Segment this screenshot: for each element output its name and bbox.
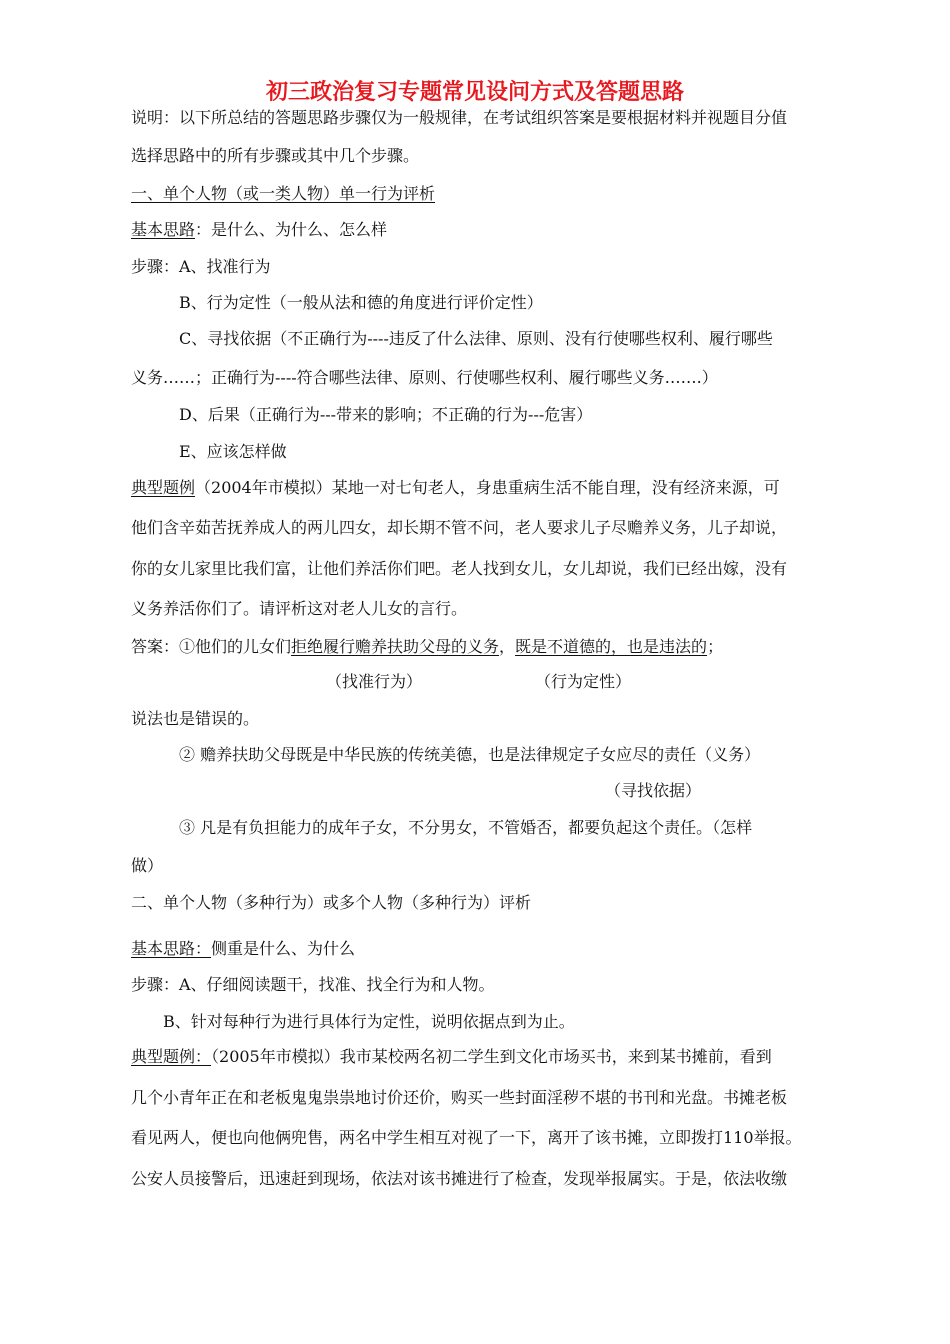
sec1-example-text-1: （2004年市模拟）某地一对七旬老人，身患重病生活不能自理，没有经济来源，可 bbox=[195, 478, 780, 497]
sec2-basic-label: 基本思路： bbox=[131, 939, 212, 958]
sec1-answer-point-2: ② 赡养扶助父母既是中华民族的传统美德，也是法律规定子女应尽的责任（义务） bbox=[179, 745, 761, 764]
sec2-example-line-4: 公安人员接警后，迅速赶到现场，依法对该书摊进行了检查，发现举报属实。于是，依法收缴 bbox=[131, 1169, 788, 1188]
sec1-example-line-4: 义务养活你们了。请评析这对老人儿女的言行。 bbox=[131, 599, 468, 618]
annotation-find-basis: （寻找依据） bbox=[605, 781, 702, 800]
sec1-step-b: B、行为定性（一般从法和德的角度进行评价定性） bbox=[179, 293, 543, 312]
annotation-behavior-nature: （行为定性） bbox=[535, 672, 632, 691]
section-1-heading: 一、单个人物（或一类人物）单一行为评析 bbox=[131, 184, 436, 203]
intro-line-2: 选择思路中的所有步骤或其中几个步骤。 bbox=[131, 146, 420, 165]
answer-semicolon: ； bbox=[707, 637, 724, 656]
annotation-find-behavior: （找准行为） bbox=[326, 672, 423, 691]
section-2-heading: 二、单个人物（多种行为）或多个人物（多种行为）评析 bbox=[131, 893, 532, 912]
sec1-answer-point-3: ③ 凡是有负担能力的成年子女，不分男女，不管婚否，都要负起这个责任。（怎样 bbox=[179, 818, 753, 837]
sec2-step-a: 步骤：A、仔细阅读题干，找准、找全行为和人物。 bbox=[131, 975, 495, 994]
sec1-example-label: 典型题例 bbox=[131, 478, 196, 497]
sec1-example-line-1 bbox=[131, 477, 780, 499]
sec1-answer-line-2: 说法也是错误的。 bbox=[131, 709, 260, 728]
sec2-example-text-1: （2005年市模拟）我市某校两名初二学生到文化市场买书，来到某书摊前，看到 bbox=[211, 1047, 772, 1066]
sec1-step-c-line-1: C、寻找依据（不正确行为----违反了什么法律、原则、没有行使哪些权利、履行哪些 bbox=[179, 329, 773, 348]
answer-comma: ， bbox=[499, 637, 516, 656]
sec2-example-line-1 bbox=[131, 1046, 772, 1068]
sec1-step-a: 步骤：A、找准行为 bbox=[131, 257, 271, 276]
sec1-step-e: E、应该怎样做 bbox=[179, 442, 287, 461]
sec2-example-line-2: 几个小青年正在和老板鬼鬼祟祟地讨价还价，购买一些封面淫秽不堪的书刊和光盘。书摊老板 bbox=[131, 1088, 788, 1107]
sec1-answer-line-1 bbox=[131, 636, 723, 658]
sec1-example-line-2: 他们含辛茹苦抚养成人的两儿四女，却长期不管不问，老人要求儿子尽赡养义务，儿子却说， bbox=[131, 518, 788, 537]
answer-underlined-judgement: 既是不道德的，也是违法的 bbox=[515, 637, 708, 656]
sec1-basic-line bbox=[131, 219, 387, 241]
sec1-basic-text: ：是什么、为什么、怎么样 bbox=[195, 220, 388, 239]
sec2-example-line-3: 看见两人，便也向他俩兜售，两名中学生相互对视了一下，离开了该书摊，立即拨打110举报。 bbox=[131, 1128, 802, 1147]
sec1-basic-label: 基本思路 bbox=[131, 220, 196, 239]
sec1-example-line-3: 你的女儿家里比我们富，让他们养活你们吧。老人找到女儿，女儿却说，我们已经出嫁，没有 bbox=[131, 559, 788, 578]
sec2-step-b: B、针对每种行为进行具体行为定性，说明依据点到为止。 bbox=[163, 1012, 575, 1031]
intro-line-1: 说明：以下所总结的答题思路步骤仅为一般规律，在考试组织答案是要根据材料并视题目分值 bbox=[131, 108, 788, 127]
answer-underlined-behavior: 拒绝履行赡养扶助父母的义务 bbox=[291, 637, 500, 656]
document-title: 初三政治复习专题常见设问方式及答题思路 bbox=[265, 80, 684, 105]
sec1-step-c-line-2: 义务……；正确行为----符合哪些法律、原则、行使哪些权利、履行哪些义务…….） bbox=[131, 368, 718, 387]
sec2-basic-text: 侧重是什么、为什么 bbox=[211, 939, 356, 958]
answer-prefix: 答案：①他们的儿女们 bbox=[131, 637, 292, 656]
sec1-step-d: D、后果（正确行为---带来的影响；不正确的行为---危害） bbox=[179, 405, 593, 424]
sec1-answer-point-3-end: 做） bbox=[131, 856, 164, 875]
sec2-basic-line bbox=[131, 938, 355, 960]
sec2-example-label: 典型题例： bbox=[131, 1047, 212, 1066]
